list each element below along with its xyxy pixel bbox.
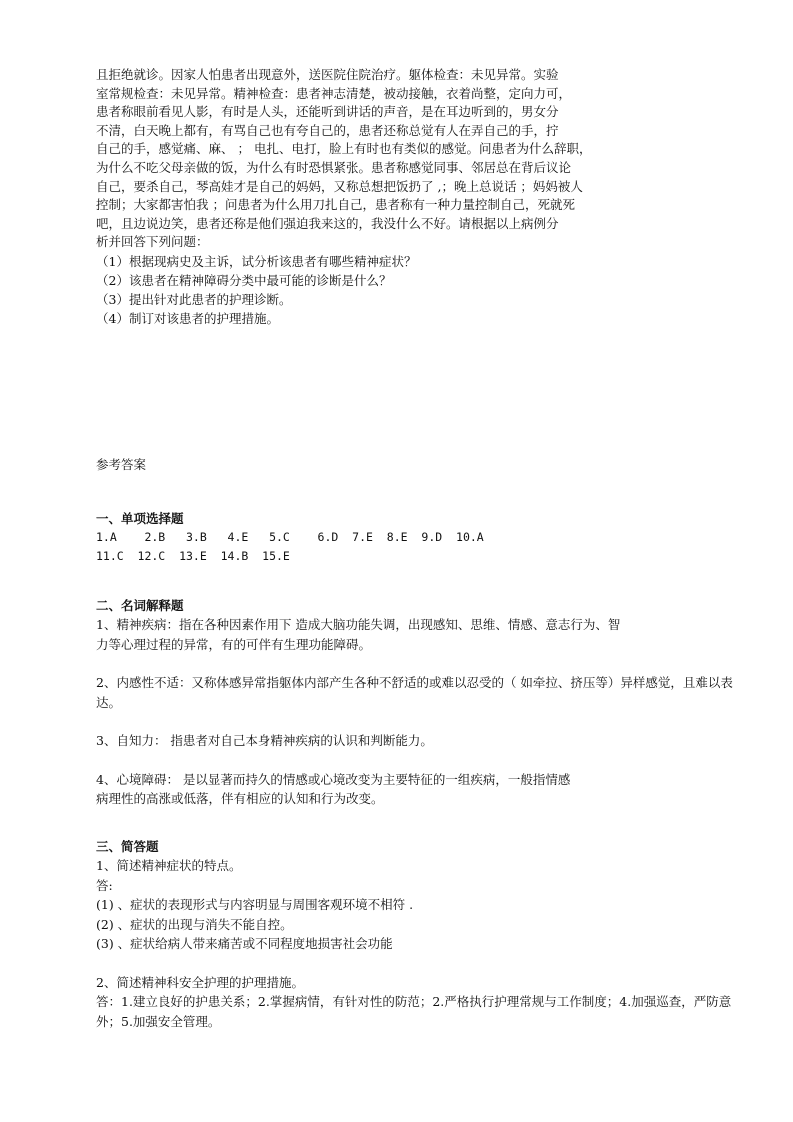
question-item: （3）提出针对此患者的护理诊断。 <box>96 291 292 307</box>
question-item: （2）该患者在精神障碍分类中最可能的诊断是什么？ <box>96 272 392 288</box>
case-line: 自己的手，感觉痛、麻、 ； 电扎、电打，脸上有时也有类似的感觉。问患者为什么辞职， <box>96 141 592 157</box>
document-page <box>96 66 746 1031</box>
case-line: 析并回答下列问题： <box>96 234 209 250</box>
answer-row: 11.C 12.C 13.E 14.B 15.E <box>96 548 290 563</box>
question-text: 2、简述精神科安全护理的护理措施。 <box>96 974 304 990</box>
case-line: 不清，白天晚上都有，有骂自己也有夸自己的，患者还称总觉有人在弄自己的手，拧 <box>96 122 559 138</box>
case-line: 自己，要杀自己，琴高娃才是自己的妈妈，又称总想把饭扔了 ,；晚上总说话 ；妈妈被人 <box>96 178 583 194</box>
answer-text: 答：1.建立良好的护患关系；2.掌握病情，有针对性的防范；2.严格执行护理常规与工作制度；4.加强巡查，严防意外；5.加强安全管理。 <box>96 994 732 1029</box>
definition-item: 3、自知力： 指患者对自己本身精神疾病的认识和判断能力。 <box>96 733 433 749</box>
answer-point: (1) 、症状的表现形式与内容明显与周围客观环境不相符 . <box>96 897 414 913</box>
section-title: 一、单项选择题 <box>96 510 184 526</box>
section-title: 三、简答题 <box>96 838 159 854</box>
case-description <box>96 66 746 252</box>
section-title: 二、名词解释题 <box>96 597 184 613</box>
definition-line: 4、心境障碍： 是以显著而持久的情感或心境改变为主要特征的一组疾病，一般指情感 <box>96 771 571 787</box>
case-line: 患者称眼前看见人影，有时是人头，还能听到讲话的声音，是在耳边听到的，男女分 <box>96 104 559 120</box>
case-line: 室常规检查：未见异常。精神检查：患者神志清楚，被动接触，衣着尚整，定向力可， <box>96 85 572 101</box>
definition-line: 病理性的高涨或低落，伴有相应的认知和行为改变。 <box>96 791 384 807</box>
case-line: 且拒绝就诊。因家人怕患者出现意外，送医院住院治疗。躯体检查：未见异常。实验 <box>96 67 559 82</box>
definition-item: 2、内感性不适：又称体感异常指躯体内部产生各种不舒适的或难以忍受的（ 如牵拉、挤压等）异样感觉，且难以表达。 <box>96 675 733 710</box>
answer-point: (3) 、症状给病人带来痛苦或不同程度地损害社会功能 <box>96 936 393 952</box>
case-line: 控制；大家都害怕我 ；问患者为什么用刀扎自己，患者称有一种力量控制自己，死就死 <box>96 197 575 213</box>
definition-line: 1、精神疾病：指在各种因素作用下 造成大脑功能失调，出现感知、思维、情感、意志行为、智 <box>96 617 621 633</box>
definition-line: 力等心理过程的异常，有的可伴有生理功能障碍。 <box>96 636 372 652</box>
question-item: （4）制订对该患者的护理措施。 <box>96 310 279 326</box>
answer-label: 答: <box>96 877 113 893</box>
case-line: 吧，且边说边笑，患者还称是他们强迫我来这的，我没什么不好。请根据以上病例分 <box>96 215 559 231</box>
section-short-answer <box>96 837 746 1032</box>
section-definitions <box>96 596 746 809</box>
answer-point: (2) 、症状的出现与消失不能自控。 <box>96 916 293 932</box>
case-line: 为什么不吃父母亲做的饭，为什么有时恐惧紧张。患者称感觉同事、邻居总在背后议论 <box>96 159 572 175</box>
question-item: （1）根据现病史及主诉，试分析该患者有哪些精神症状？ <box>96 253 417 269</box>
section-multiple-choice <box>96 509 746 566</box>
answer-row: 1.A 2.B 3.B 4.E 5.C 6.D 7.E 8.E 9.D 10.A <box>96 529 484 544</box>
question-text: 1、简述精神症状的特点。 <box>96 858 242 874</box>
question-list <box>96 252 746 328</box>
reference-answer-heading: 参考答案 <box>96 456 147 472</box>
